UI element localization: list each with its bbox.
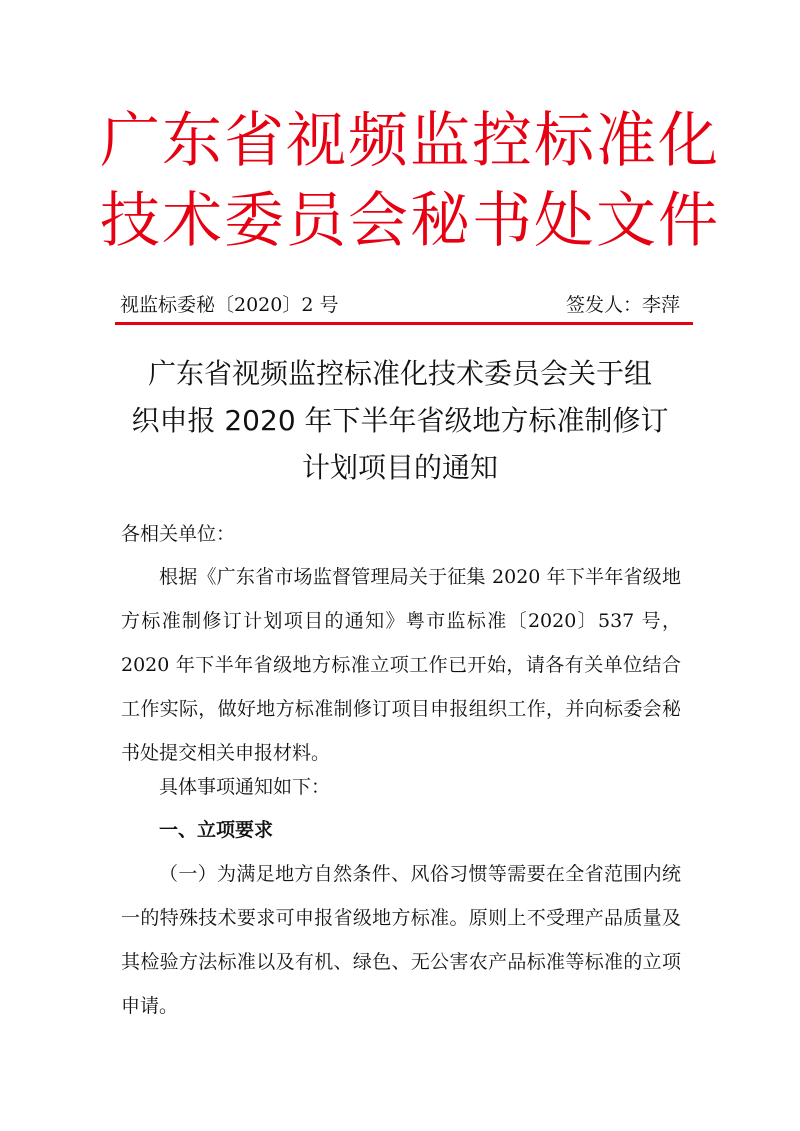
notice-title-line2: 织申报 2020 年下半年省级地方标准制修订 xyxy=(131,404,669,437)
document-number: 视监标委秘〔2020〕2 号 xyxy=(120,294,339,316)
notice-title xyxy=(118,350,682,491)
signer: 签发人：李萍 xyxy=(565,294,680,316)
section-heading-requirements: 一、立项要求 xyxy=(159,819,274,841)
paragraph-basis: 根据《广东省市场监督管理局关于征集 2020 年下半年省级地方标准制修订计划项目的通知》粤市监标准〔2020〕537 号，2020 年下半年省级地方标准立项工作已开始，请各有关单位结合工作实际，做好地方标准制修订项目申报组织工作，并向标委会秘书处提交相关申报材料。 xyxy=(121,566,681,764)
notice-title-line3: 计划项目的通知 xyxy=(301,451,498,484)
paragraph-intro: 具体事项通知如下： xyxy=(159,776,331,798)
document-meta-line xyxy=(120,290,680,320)
salutation: 各相关单位： xyxy=(121,523,236,545)
red-header-title-line1: 广东省视频监控标准化 xyxy=(100,106,720,176)
red-divider-line xyxy=(115,322,693,325)
paragraph-requirement-1: （一）为满足地方自然条件、风俗习惯等需要在全省范围内统一的特殊技术要求可申报省级地方标准。原则上不受理产品质量及其检验方法标准以及有机、绿色、无公害农产品标准等标准的立项申请。 xyxy=(121,863,681,1017)
notice-title-line1: 广东省视频监控标准化技术委员会关于组 xyxy=(147,357,652,390)
red-header-title-line2: 技术委员会秘书处文件 xyxy=(100,186,720,256)
